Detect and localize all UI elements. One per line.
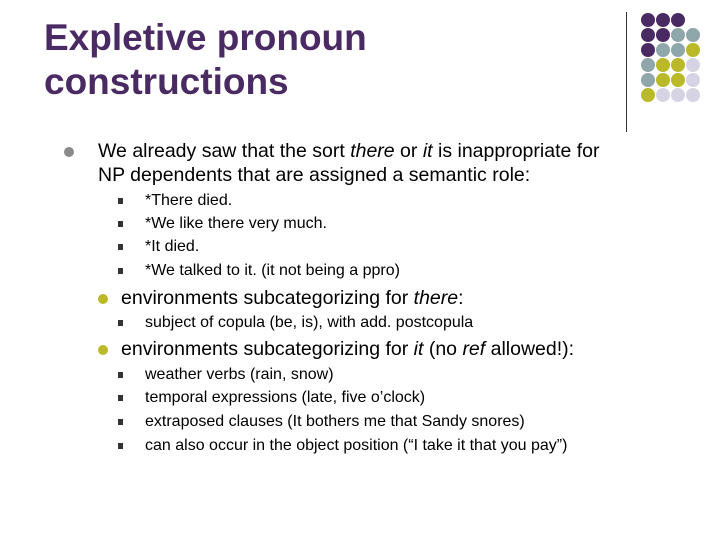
sub-item: *We like there very much.	[145, 215, 327, 232]
sub-bullet-square	[118, 198, 123, 204]
sub-bullet-square	[118, 419, 123, 425]
title-line-2: constructions	[44, 61, 289, 102]
bullet-dot	[98, 345, 108, 355]
sub-bullet-square	[118, 268, 123, 274]
sub-bullet-square	[118, 221, 123, 227]
sub-bullet-square	[118, 244, 123, 250]
sub-item: extraposed clauses (It bothers me that Sandy snores)	[145, 413, 525, 430]
sub-item: *We talked to it. (it not being a ppro)	[145, 262, 400, 279]
sub-item: subject of copula (be, is), with add. postcopula	[145, 314, 474, 331]
sub-bullet-square	[118, 320, 123, 326]
sub-item: *There died.	[145, 192, 233, 209]
sub-bullet-square	[118, 443, 123, 449]
title-line-1: Expletive pronoun	[44, 17, 367, 58]
bullet-dot	[64, 147, 74, 157]
sub-item: *It died.	[145, 238, 200, 255]
bullet-2-text: environments subcategorizing for there:	[121, 287, 464, 309]
bullet-3-text: environments subcategorizing for it (no ref allowed!):	[121, 338, 575, 360]
bullet-1-text: We already saw that the sort there or it is inappropriate for NP dependents that are assigned a semantic role:	[98, 140, 600, 186]
sub-item: can also occur in the object position (“I take it that you pay”)	[145, 437, 568, 454]
sub-bullet-square	[118, 395, 123, 401]
bullet-dot	[98, 294, 108, 304]
sub-bullet-square	[118, 372, 123, 378]
sub-item: temporal expressions (late, five o’clock)	[145, 389, 426, 406]
sub-item: weather verbs (rain, snow)	[145, 366, 334, 383]
